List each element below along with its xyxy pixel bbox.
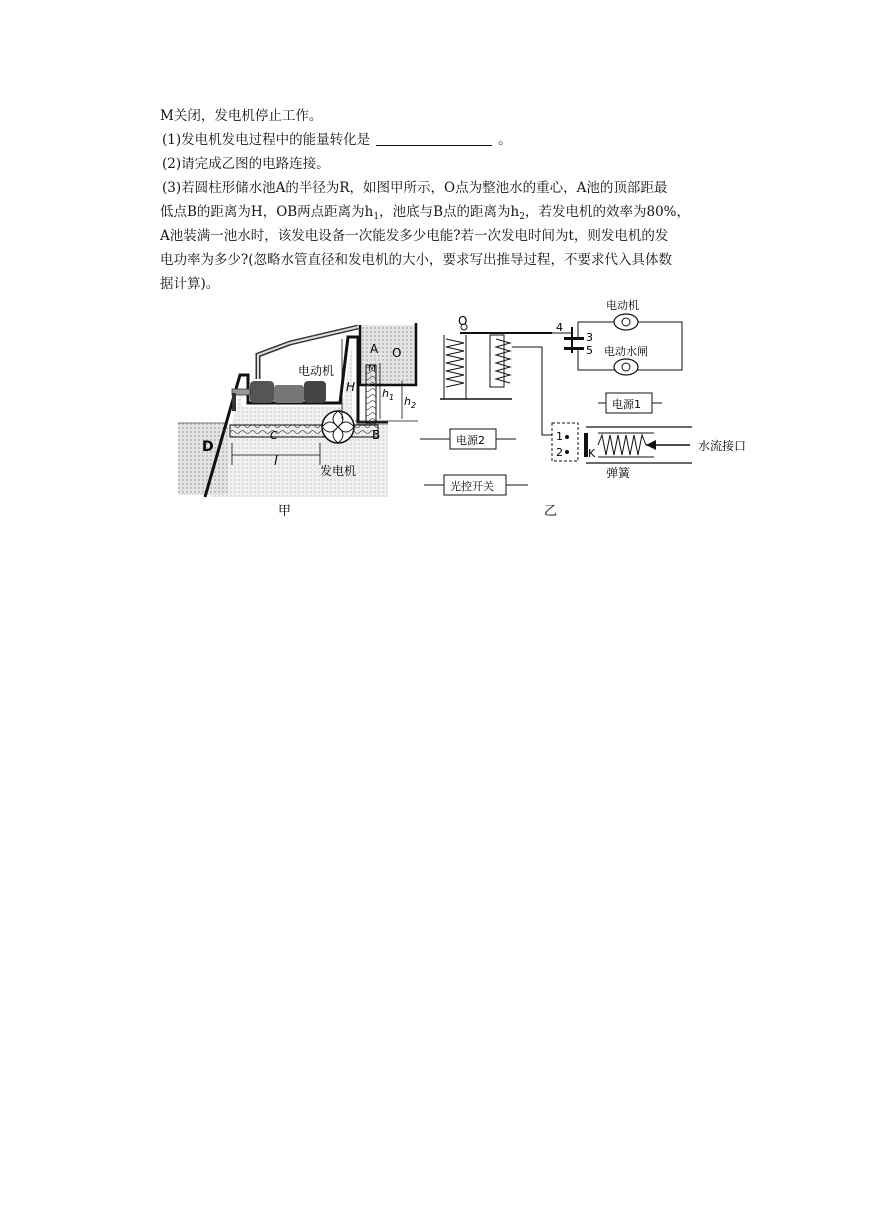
power-2-label: 电源2 bbox=[456, 434, 485, 447]
light-switch-label: 光控开关 bbox=[450, 480, 494, 493]
question-1 bbox=[162, 130, 512, 150]
question-2: (2)请完成乙图的电路连接。 bbox=[162, 156, 330, 172]
question-1-text: (1)发电机发电过程中的能量转化是 bbox=[162, 132, 371, 148]
contact-1: 1 bbox=[556, 430, 563, 443]
question-1-end: 。 bbox=[498, 132, 512, 148]
contact-2: 2 bbox=[556, 446, 563, 459]
figure-yi bbox=[420, 295, 760, 525]
motor-pump-icon bbox=[232, 381, 326, 403]
label-b: B bbox=[372, 428, 381, 442]
figure-jia bbox=[170, 315, 440, 525]
label-valve: 电动水闸 bbox=[604, 345, 648, 358]
caption-jia: 甲 bbox=[278, 504, 292, 519]
motor-icon bbox=[614, 314, 638, 330]
label-d: D bbox=[202, 439, 214, 455]
flow-arrow-icon bbox=[646, 440, 656, 450]
relay-spring-icon bbox=[446, 339, 464, 387]
label-motor: 电动机 bbox=[606, 299, 639, 312]
label-l: l bbox=[274, 454, 278, 469]
relay-label-o: O bbox=[458, 314, 468, 328]
q3-l2-part-a: 低点B的距离为H，OB两点距离为h bbox=[160, 204, 374, 220]
q3-l2-part-b: ，池底与B点的距离为h bbox=[379, 204, 520, 220]
water-pipe bbox=[586, 427, 692, 463]
caption-yi: 乙 bbox=[544, 504, 558, 519]
label-motor: 电动机 bbox=[298, 364, 335, 378]
question-3-line-1: (3)若圆柱形储水池A的半径为R，如图甲所示，O点为整池水的重心，A池的顶部距最 bbox=[162, 180, 668, 196]
relay bbox=[440, 324, 552, 399]
label-generator: 发电机 bbox=[320, 464, 357, 478]
label-h1: $h_1$ bbox=[382, 387, 395, 402]
question-3-line-3: A池装满一池水时，该发电设备一次能发多少电能?若一次发电时间为t，则发电机的发 bbox=[160, 228, 669, 244]
label-h: H bbox=[346, 380, 356, 394]
label-spring: 弹簧 bbox=[606, 466, 631, 480]
generator-icon bbox=[322, 411, 354, 443]
label-water-inlet: 水流接口 bbox=[698, 439, 747, 453]
spring-icon bbox=[598, 435, 646, 455]
contact-4: 4 bbox=[556, 321, 563, 334]
contact-5: 5 bbox=[586, 344, 593, 357]
text-line-1: M关闭，发电机停止工作。 bbox=[160, 108, 323, 124]
answer-blank[interactable] bbox=[376, 131, 492, 146]
power-1-label: 电源1 bbox=[612, 398, 641, 411]
question-3-line-2 bbox=[160, 202, 690, 227]
q3-l2-sub-1: 1 bbox=[373, 212, 380, 222]
label-k: K bbox=[588, 447, 596, 460]
label-o: O bbox=[392, 346, 402, 360]
label-m: M bbox=[368, 364, 376, 374]
label-a: A bbox=[370, 342, 379, 356]
q3-l2-sub-2: 2 bbox=[519, 212, 525, 222]
valve-icon bbox=[614, 359, 638, 375]
label-h2: $h_2$ bbox=[404, 395, 417, 410]
pipe-c bbox=[230, 425, 378, 437]
contact-3: 3 bbox=[586, 331, 593, 344]
q3-l2-part-c: ，若发电机的效率为80%， bbox=[524, 204, 690, 220]
question-3-line-4: 电功率为多少?(忽略水管直径和发电机的大小，要求写出推导过程，不要求代入具体数 bbox=[160, 252, 673, 268]
label-c: C bbox=[270, 429, 278, 442]
question-3-line-5: 据计算)。 bbox=[160, 276, 220, 292]
